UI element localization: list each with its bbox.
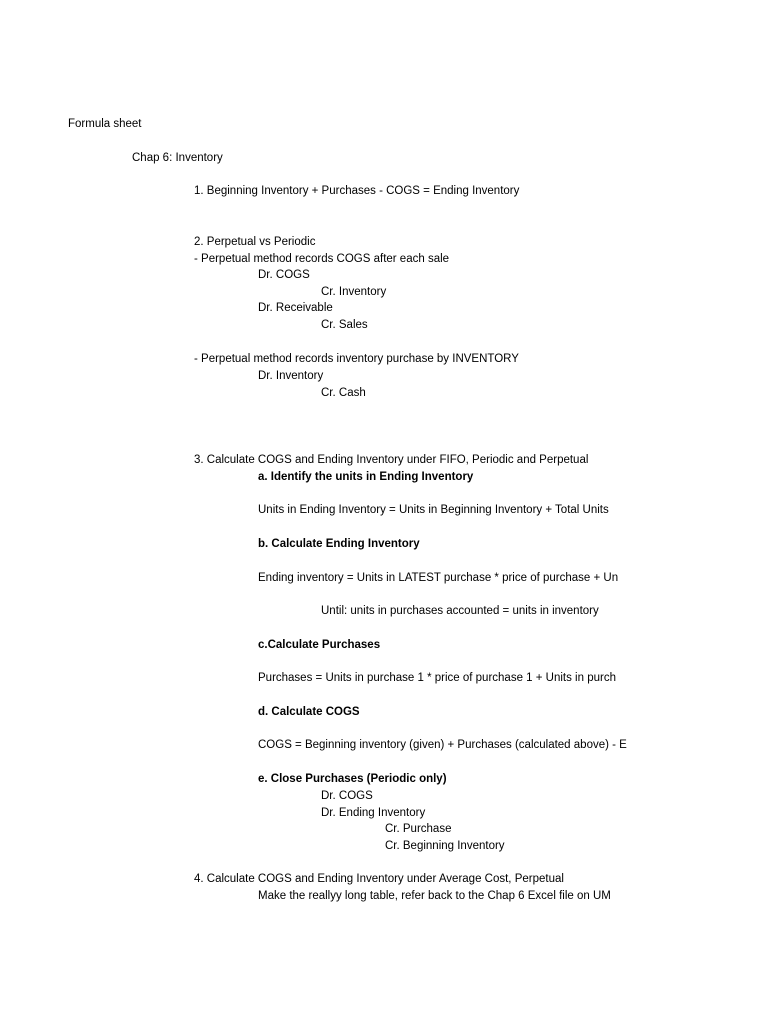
step-a-formula: Units in Ending Inventory = Units in Beginning Inventory + Total Units bbox=[258, 504, 609, 516]
step-b-until: Until: units in purchases accounted = units in inventory bbox=[321, 605, 599, 617]
entry-dr-cogs: Dr. COGS bbox=[258, 269, 310, 281]
section-4-note: Make the reallyy long table, refer back to the Chap 6 Excel file on UM bbox=[258, 890, 611, 902]
perpetual-note-1: - Perpetual method records COGS after each sale bbox=[194, 253, 450, 265]
step-c-formula: Purchases = Units in purchase 1 * price of purchase 1 + Units in purch bbox=[258, 672, 616, 684]
step-e-dr-cogs: Dr. COGS bbox=[321, 790, 373, 802]
entry-dr-inventory: Dr. Inventory bbox=[258, 370, 324, 382]
step-e-cr-purchase: Cr. Purchase bbox=[385, 823, 452, 835]
step-e-heading: e. Close Purchases (Periodic only) bbox=[258, 773, 447, 785]
entry-dr-receivable: Dr. Receivable bbox=[258, 302, 333, 314]
step-a-heading: a. Identify the units in Ending Inventory bbox=[258, 471, 474, 483]
chapter-heading: Chap 6: Inventory bbox=[132, 152, 223, 164]
step-b-formula: Ending inventory = Units in LATEST purchase * price of purchase + Un bbox=[258, 572, 619, 584]
step-d-heading: d. Calculate COGS bbox=[258, 706, 360, 718]
step-b-heading: b. Calculate Ending Inventory bbox=[258, 538, 420, 550]
step-e-dr-ending-inventory: Dr. Ending Inventory bbox=[321, 807, 426, 819]
step-d-formula: COGS = Beginning inventory (given) + Purchases (calculated above) - E bbox=[258, 739, 627, 751]
entry-cr-sales: Cr. Sales bbox=[321, 319, 368, 331]
perpetual-note-2: - Perpetual method records inventory purchase by INVENTORY bbox=[194, 353, 519, 365]
step-c-heading: c.Calculate Purchases bbox=[258, 639, 381, 651]
entry-cr-cash: Cr. Cash bbox=[321, 387, 366, 399]
sheet-title: Formula sheet bbox=[68, 118, 142, 130]
section-2-heading: 2. Perpetual vs Periodic bbox=[194, 236, 316, 248]
step-e-cr-beginning-inventory: Cr. Beginning Inventory bbox=[385, 840, 505, 852]
entry-cr-inventory: Cr. Inventory bbox=[321, 286, 387, 298]
section-3-heading: 3. Calculate COGS and Ending Inventory under FIFO, Periodic and Perpetual bbox=[194, 454, 589, 466]
formula-1: 1. Beginning Inventory + Purchases - COGS = Ending Inventory bbox=[194, 185, 520, 197]
section-4-heading: 4. Calculate COGS and Ending Inventory under Average Cost, Perpetual bbox=[194, 873, 564, 885]
